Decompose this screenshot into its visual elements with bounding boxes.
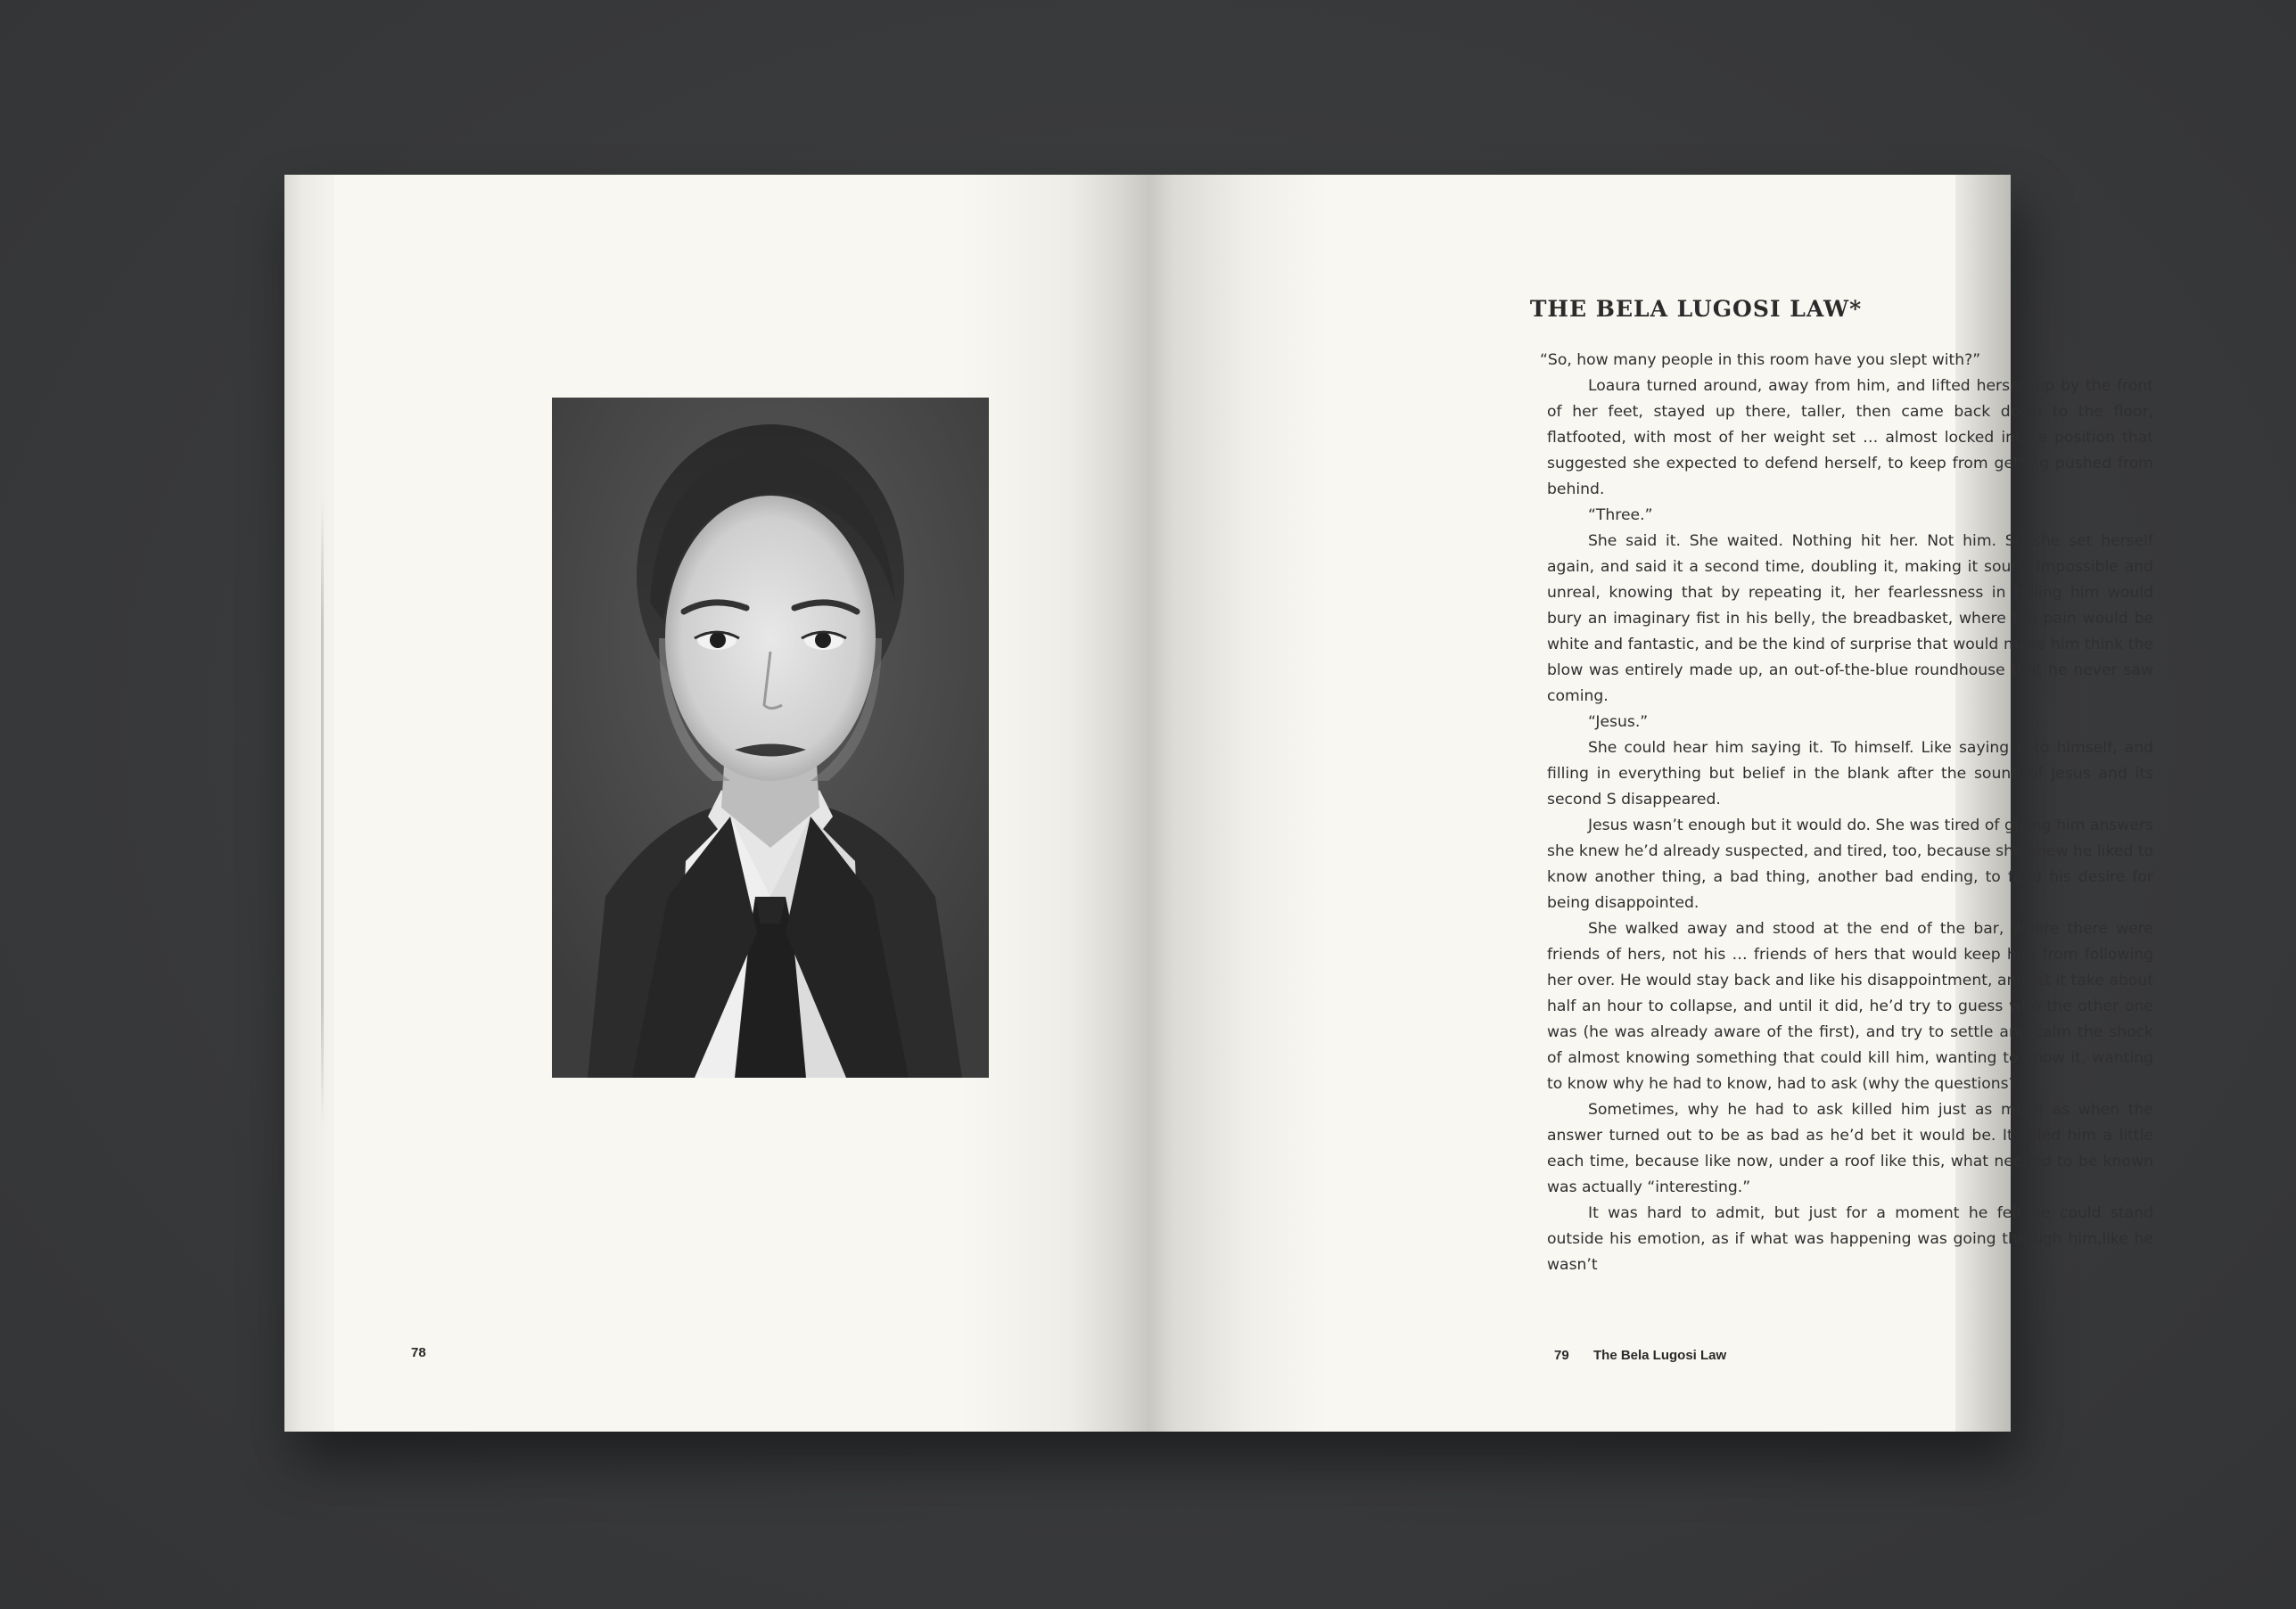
paragraph: It was hard to admit, but just for a moment he felt he could stand outside his emotion, as if what was happening was going through him,like he wasn’t [1547,1204,2153,1274]
paragraph: Jesus wasn’t enough but it would do. She was tired of giving him answers she knew he’d already suspected, and tired, too, because she knew he liked to know another thing, a bad thing, another bad ending, to feed his desire for being disappointed. [1547,817,2153,912]
page-number-right: 79 [1554,1348,1569,1363]
body-text [1540,348,2171,1278]
running-head: The Bela Lugosi Law [1593,1348,1727,1363]
paragraph: She could hear him saying it. To himself. Like saying it to himself, and filling in everything but belief in the blank after the sound of Jesus and its second S disappeared. [1547,739,2153,809]
paragraph: “So, how many people in this room have you slept with?” [1540,351,1981,369]
left-page [284,175,1148,1432]
paragraph: “Jesus.” [1588,713,1649,731]
paragraph: “Three.” [1588,506,1653,524]
page-edge-mark [321,500,324,1124]
left-page-edge [284,175,334,1432]
right-page [1148,175,2153,1432]
portrait-illustration [552,398,989,1078]
portrait-photo [552,398,989,1078]
page-number-left: 78 [411,1345,426,1360]
paragraph: She said it. She waited. Nothing hit her. Not him. So she set herself again, and said it a second time, doubling it, making it sound impossible and unreal, knowing that by repeating it, her fearlessness in telling him would bury an imaginary fist in his belly, the breadbasket, where the pain would be white and fantastic, and be the kind of surprise that would make him think the blow was entirely made up, an out-of-the-blue roundhouse that he never saw coming. [1547,532,2153,705]
paragraph: She walked away and stood at the end of the bar, where there were friends of hers, not his … friends of hers that would keep him from following her over. He would stay back and like his disappointment, and let it take about half an hour to collapse, and until it did, he’d try to guess who the other one was (he was already aware of the first), and try to settle and calm the shock of almost knowing something that could kill him, wanting to know it, wanting to know why he had to know, had to ask (why the questions?) [1547,920,2153,1093]
paragraph: Sometimes, why he had to ask killed him just as much as when the answer turned out to be as bad as he’d bet it would be. It killed him a little each time, because like now, under a roof like this, what needed to be known was actually “interesting.” [1547,1101,2153,1196]
paragraph: Loaura turned around, away from him, and lifted herself up by the front of her feet, stayed up there, taller, then came back down to the floor, flatfooted, with most of her weight set … almost locked into a position that suggested she expected to defend herself, to keep from getting pushed from behind. [1547,377,2153,498]
chapter-title: THE BELA LUGOSI LAW* [1529,296,1863,322]
open-book [284,175,2153,1432]
